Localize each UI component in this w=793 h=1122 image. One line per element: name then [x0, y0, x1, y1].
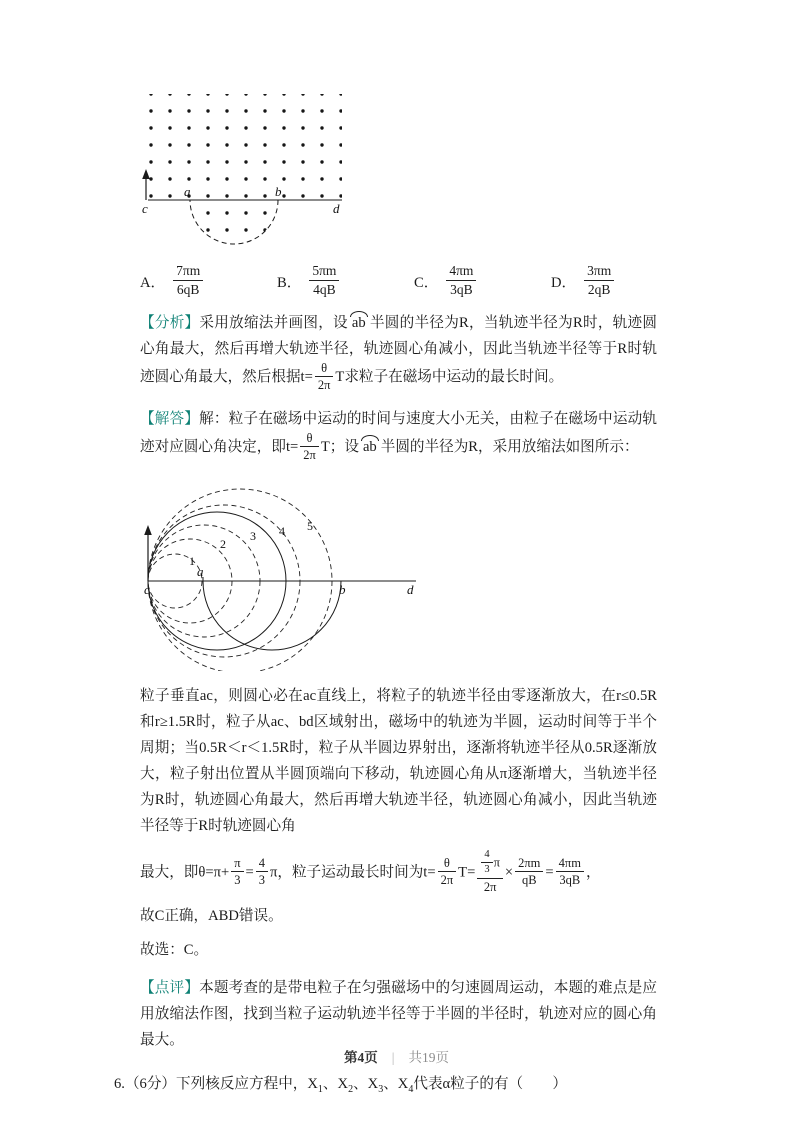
option-c-fraction [446, 263, 476, 297]
text-run: 最大，即θ=π+ [140, 864, 230, 881]
theta-over-2pi-fraction: $\frac{\theta}{2\pi}$ [438, 856, 457, 888]
fig2-label-c: c [144, 581, 150, 597]
text-run: π，粒子运动最长时间为t= [270, 864, 436, 881]
fig1-label-a: a [184, 184, 191, 199]
current-page-number: 第4页 [344, 1050, 378, 1065]
comment-tag: 【点评】 [140, 980, 200, 997]
arc-ab: ab [360, 435, 380, 455]
option-d-fraction [584, 263, 614, 297]
option-a-denominator: 6qB [176, 281, 200, 297]
explanation-paragraph: 粒子垂直ac，则圆心必在ac直线上，将粒子的轨迹半径由零逐渐放大，在r≤0.5R和r≥1.5R时，粒子从ac、bd区域射出，磁场中的轨迹为半圆，运动时间等于半个周期；当0.5R＜r＜1.5R时，粒子从半圆边界射出，逐渐将轨迹半径从0.5R逐渐放大，粒子射出位置从半圆顶端向下移动，轨迹圆心角从π逐渐增大，当轨迹半径为R时，轨迹圆心角最大，然后再增大轨迹半径，轨迹圆心角减小，因此当轨迹半径等于R时轨迹圆心角 [140, 687, 657, 834]
figure-magnetic-field [142, 90, 347, 250]
text-run: 、X [383, 1076, 409, 1093]
fig2-number-5: 5 [307, 518, 313, 533]
subscript-2: 2 [348, 1083, 354, 1095]
page-footer [0, 1046, 793, 1066]
subscript-3: 3 [378, 1083, 384, 1095]
pi-symbol: π [493, 854, 500, 869]
option-d-denominator: 2qB [587, 281, 611, 297]
option-a [140, 264, 277, 298]
subscript-1: 1 [317, 1083, 323, 1095]
fig2-number-4: 4 [279, 523, 285, 538]
theta-over-2pi-fraction: $\frac{\theta}{2\pi}$ [300, 431, 319, 463]
solution-paragraph [140, 406, 657, 464]
semicircle-field-boundary [203, 581, 341, 650]
option-b-denominator: 4qB [313, 281, 336, 297]
text-run: 解：粒子在磁场中运动的时间与速度大小无关，由粒子在磁场中运动轨迹对应圆心角决定，即 [140, 410, 657, 455]
text-run: 、X [353, 1076, 379, 1093]
field-dots-region [148, 94, 342, 244]
arc-ab: ab [349, 311, 369, 331]
four-thirds-fraction: $\frac{4}{3}$ [256, 856, 268, 888]
nested-fraction: $\frac{4}{3}$ π 2π [477, 850, 503, 895]
total-page-count: 共19页 [408, 1050, 449, 1065]
formula-T-equals: T= [458, 864, 476, 881]
text-run: 下列核反应方程中，X [176, 1076, 318, 1093]
option-a-numerator: 7πm [173, 263, 203, 281]
question-number: 6.（6分） [114, 1076, 177, 1093]
fig2-label-b: b [339, 581, 346, 597]
text-run: 本题考查的是带电粒子在匀强磁场中的匀速圆周运动，本题的难点是应用放缩法作图，找到当粒子运动轨迹半径等于半圆的半径时，轨迹对应的圆心角最大。 [140, 980, 657, 1049]
answer-options [140, 264, 657, 298]
conclusion-line: 故C正确，ABD错误。 [140, 908, 283, 925]
analysis-tag: 【分析】 [140, 315, 200, 332]
option-c-numerator: 4πm [446, 263, 476, 281]
4pim-over-3qB-fraction: $\frac{4\pi m}{3qB}$ [556, 856, 584, 888]
text-run: 半圆的半径为R，当轨迹半径为R时，轨迹圆心角最大，然后再增大轨迹半径，轨迹圆心角减小，因此当轨迹半径等于R时轨迹圆心角最大，然后根据 [140, 315, 657, 386]
text-run: 半圆的半径为R，采用放缩法如图所示： [380, 439, 639, 455]
comment-paragraph [140, 975, 657, 1053]
option-c-label: C． [414, 274, 439, 291]
solution-tag: 【解答】 [140, 410, 200, 427]
content-area [114, 90, 657, 1103]
four-thirds-inner-fraction: $\frac{4}{3}$ [481, 849, 492, 876]
option-a-fraction [173, 263, 203, 297]
option-b-label: B． [277, 274, 302, 291]
final-answer-line: 故选：C。 [140, 942, 209, 959]
fig2-number-3: 3 [250, 528, 256, 543]
formula-line [140, 848, 657, 896]
option-a-label: A． [140, 274, 166, 291]
text-run: 求粒子在磁场中运动的最长时间。 [344, 369, 564, 386]
text-run: 设 [344, 439, 359, 455]
formula-t-equals: t= [285, 439, 299, 455]
analysis-paragraph [140, 310, 657, 394]
fig2-number-2: 2 [220, 536, 226, 551]
formula-t-equals: t= [300, 369, 313, 386]
text-run: 采用放缩法并画图，设 [199, 315, 348, 332]
option-b-fraction [309, 263, 339, 297]
text-run: 代表α粒子的有（ ） [413, 1076, 567, 1093]
fig2-label-d: d [407, 581, 414, 597]
fig1-label-b: b [275, 184, 282, 199]
fig1-label-d: d [333, 201, 340, 216]
text-run: 、X [322, 1076, 349, 1093]
2pim-over-qB-fraction: $\frac{2\pi m}{qB}$ [515, 856, 543, 888]
comma: ， [585, 864, 601, 881]
footer-separator: | [391, 1050, 395, 1065]
equals-sign: = [245, 864, 254, 881]
option-d-label: D． [551, 274, 577, 291]
pi-over-3-fraction: $\frac{\pi}{3}$ [231, 856, 243, 888]
formula-T: T [335, 369, 345, 386]
fig2-number-1: 1 [189, 553, 195, 568]
theta-over-2pi-fraction: $\frac{\theta}{2\pi}$ [315, 361, 334, 393]
figure-scaling-diagram [144, 476, 434, 671]
option-c-denominator: 3qB [450, 281, 473, 297]
formula-T: T； [320, 439, 345, 455]
option-d [551, 264, 688, 298]
equals-sign: = [545, 864, 554, 881]
times-sign: × [504, 864, 514, 881]
question-6 [114, 1071, 657, 1103]
subscript-4: 4 [408, 1083, 414, 1095]
fig1-label-c: c [142, 201, 148, 216]
velocity-arrow-head [144, 525, 152, 535]
option-d-numerator: 3πm [584, 263, 614, 281]
option-b [277, 264, 414, 298]
option-c [414, 264, 551, 298]
option-b-numerator: 5πm [309, 263, 339, 281]
fig2-label-a: a [197, 563, 204, 579]
